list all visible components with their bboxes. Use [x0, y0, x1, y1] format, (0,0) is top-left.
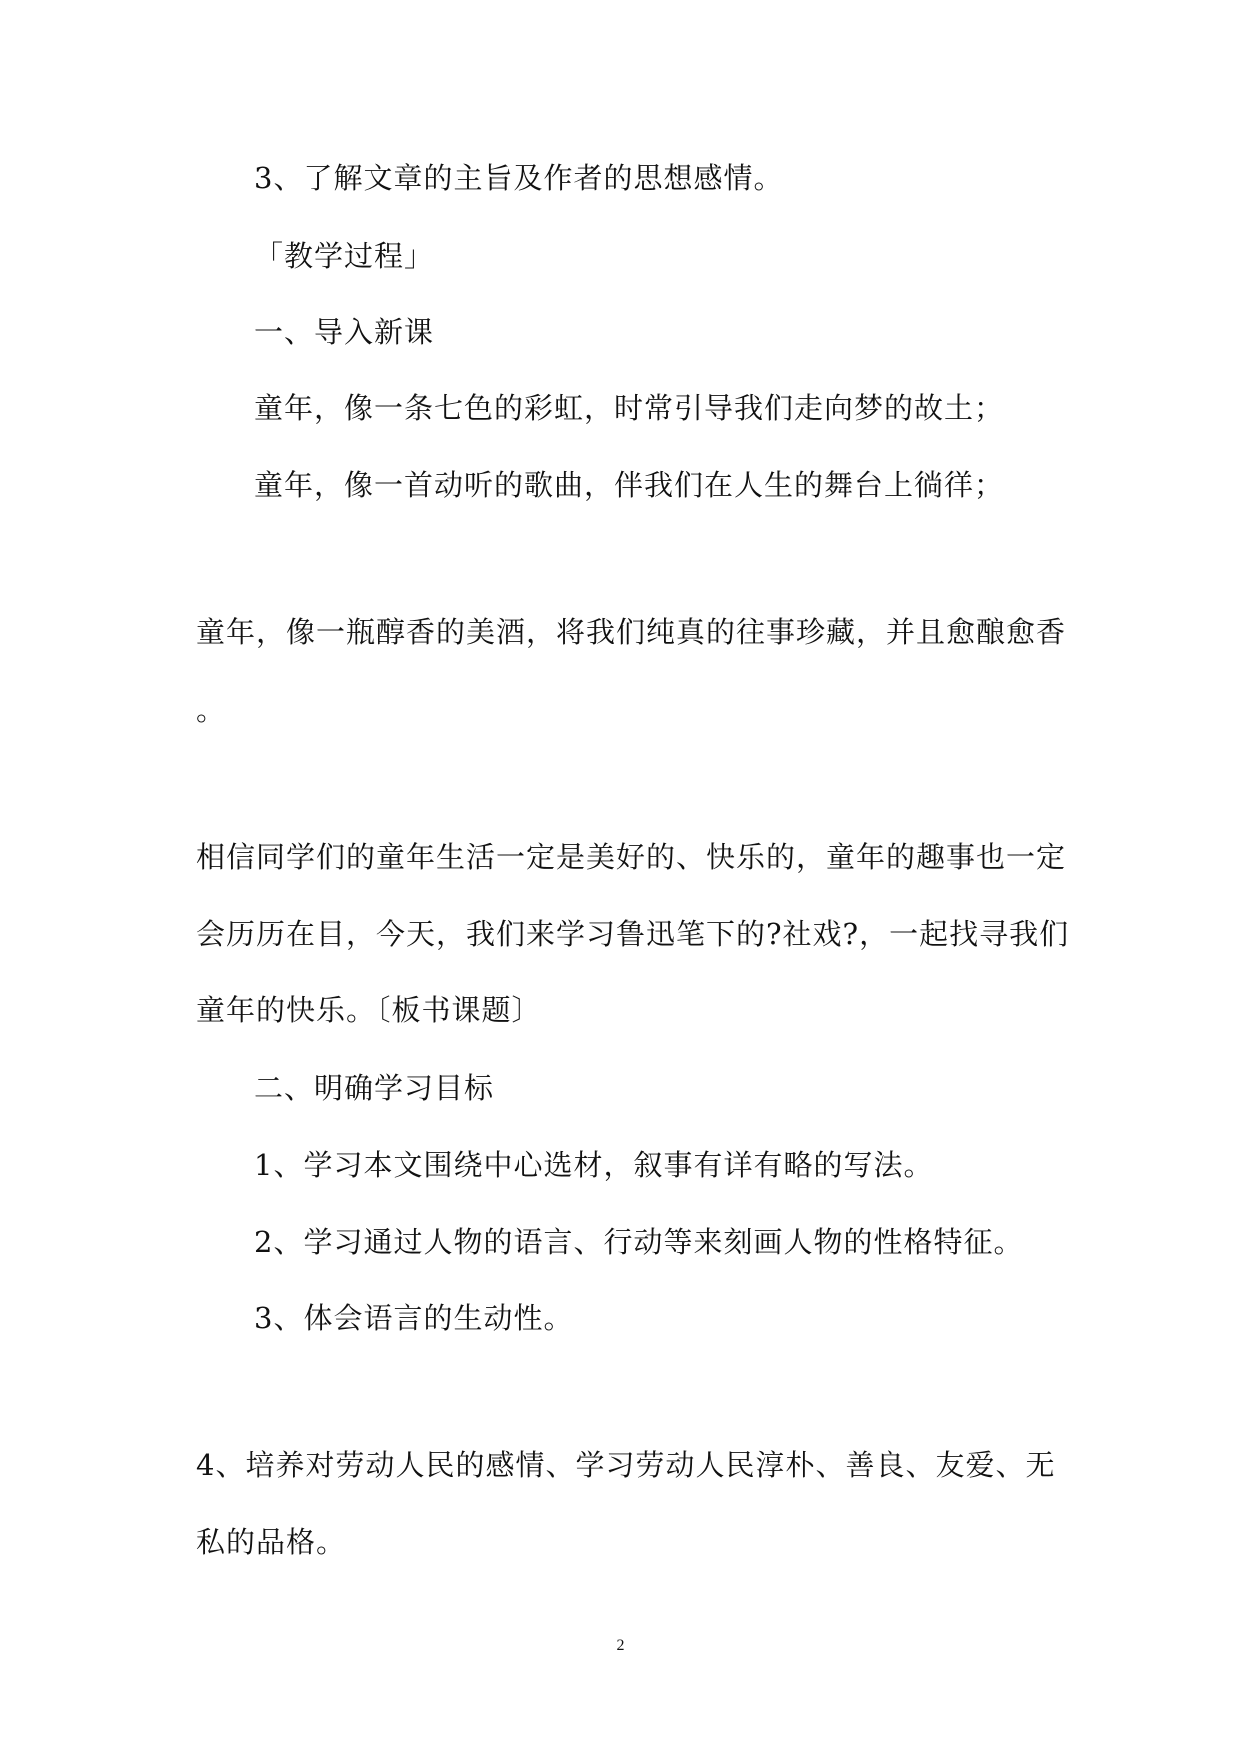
paragraph-line: 童年，像一瓶醇香的美酒，将我们纯真的往事珍藏，并且愈酿愈香: [196, 615, 1067, 649]
goal-item-3: 3、体会语言的生动性。: [254, 1301, 574, 1335]
goal-item-4: 4、培养对劳动人民的感情、学习劳动人民淳朴、善良、友爱、无: [196, 1448, 1056, 1482]
section-heading-teaching-process: 「教学过程」: [254, 239, 435, 273]
paragraph-line: 相信同学们的童年生活一定是美好的、快乐的，童年的趣事也一定: [196, 840, 1067, 874]
paragraph-line: 童年，像一首动听的歌曲，伴我们在人生的舞台上徜徉；: [254, 468, 1005, 502]
goal-item-4-continued: 私的品格。: [196, 1525, 347, 1559]
heading-introduce-lesson: 一、导入新课: [254, 315, 435, 349]
goal-item-1: 1、学习本文围绕中心选材，叙事有详有略的写法。: [254, 1148, 934, 1182]
heading-learning-goals: 二、明确学习目标: [254, 1071, 495, 1105]
paragraph-line: 会历历在目，今天，我们来学习鲁迅笔下的?社戏?，一起找寻我们: [196, 917, 1070, 951]
page-number: 2: [616, 1637, 625, 1654]
paragraph-line: 童年，像一条七色的彩虹，时常引导我们走向梦的故土；: [254, 391, 1005, 425]
goal-item-2: 2、学习通过人物的语言、行动等来刻画人物的性格特征。: [254, 1225, 1024, 1259]
paragraph-line: 。: [196, 693, 227, 727]
objective-3-line: 3、了解文章的主旨及作者的思想感情。: [254, 161, 784, 195]
paragraph-line: 童年的快乐。〔板书课题〕: [196, 993, 542, 1027]
